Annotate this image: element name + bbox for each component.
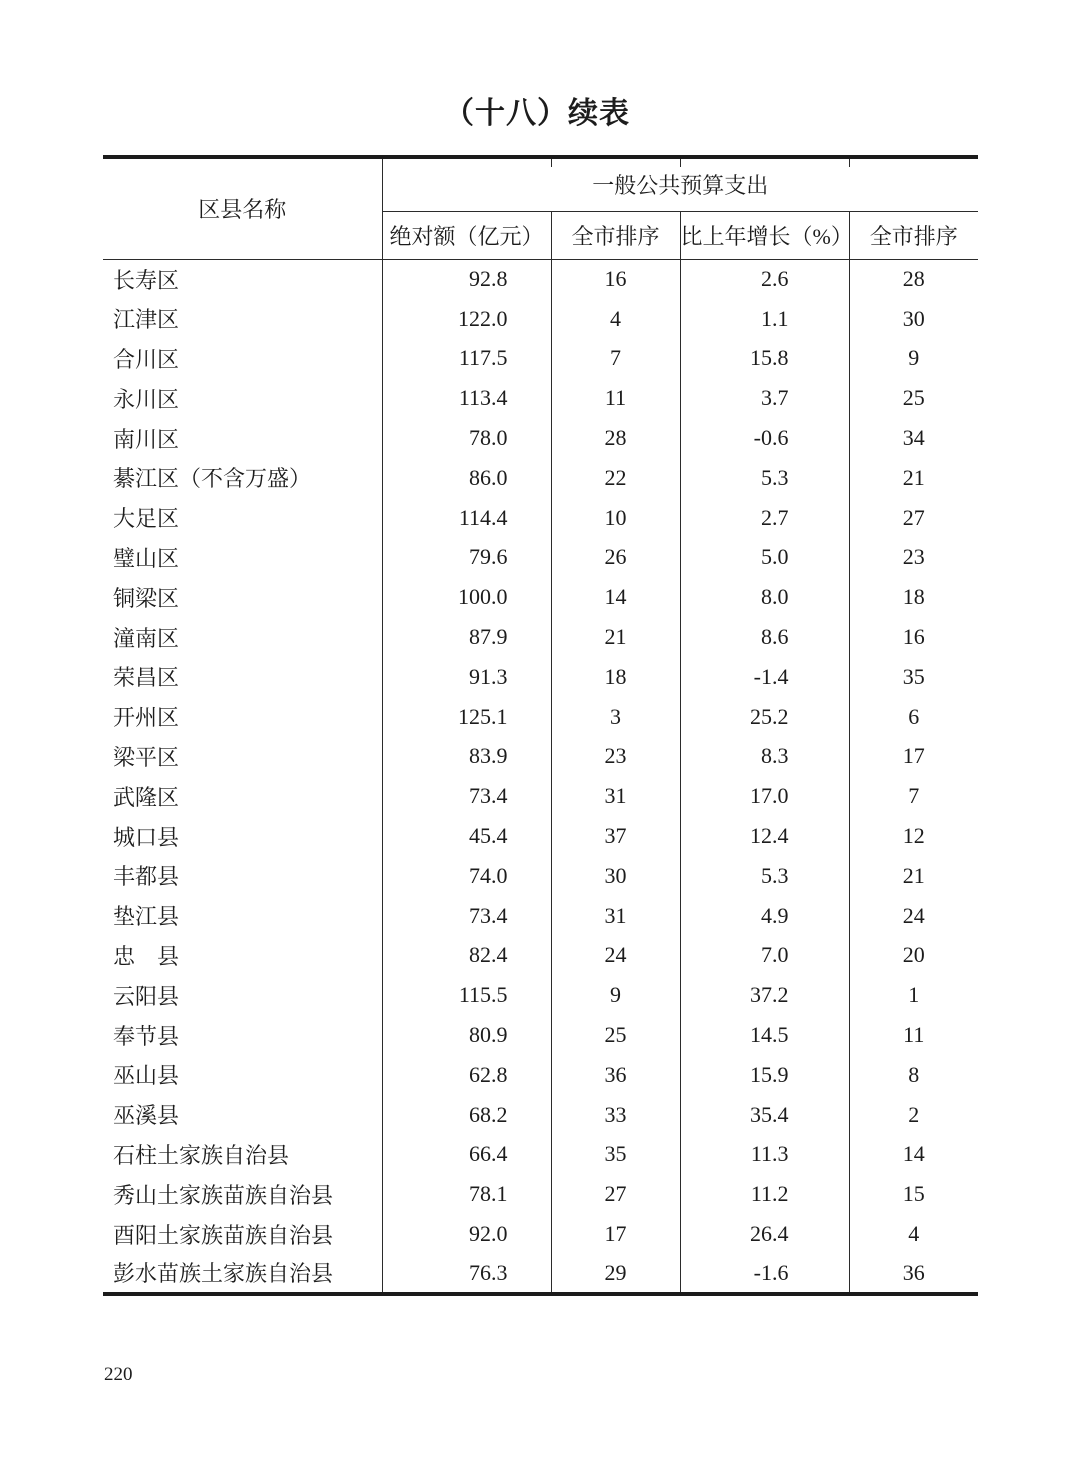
absolute-amount-cell: 79.6	[382, 538, 551, 578]
growth-rate-cell: 8.0	[680, 577, 849, 617]
district-name-cell: 合川区	[103, 339, 382, 379]
city-rank-cell: 14	[902, 1141, 925, 1167]
header-city-rank-1: 全市排序	[551, 211, 680, 259]
city-rank-cell: 27	[551, 1174, 680, 1214]
city-rank-cell: 2	[908, 1101, 920, 1127]
table-row	[103, 418, 978, 458]
city-rank-cell: 35	[551, 1135, 680, 1175]
district-name-cell: 城口县	[103, 816, 382, 856]
absolute-amount-cell: 122.0	[382, 299, 551, 339]
table-body	[103, 259, 978, 1294]
absolute-amount-cell: 100.0	[382, 577, 551, 617]
absolute-amount-cell: 66.4	[382, 1135, 551, 1175]
growth-rate-cell: 4.9	[680, 896, 849, 936]
growth-rate-cell: 11.2	[680, 1174, 849, 1214]
district-name-cell: 永川区	[103, 378, 382, 418]
absolute-amount-cell: 91.3	[382, 657, 551, 697]
city-rank-cell: 31	[551, 776, 680, 816]
city-rank-cell: 21	[902, 464, 925, 490]
table-row	[103, 1254, 978, 1294]
absolute-amount-cell: 83.9	[382, 737, 551, 777]
city-rank-cell: 29	[551, 1254, 680, 1294]
city-rank-cell: 4	[551, 299, 680, 339]
table-row	[103, 936, 978, 976]
district-name-cell: 南川区	[103, 418, 382, 458]
header-absolute-amount: 绝对额（亿元）	[382, 211, 551, 259]
header-growth-rate: 比上年增长（%）	[680, 211, 849, 259]
city-rank-cell: 7	[551, 339, 680, 379]
growth-rate-cell: -1.6	[680, 1254, 849, 1294]
city-rank-cell: 23	[551, 737, 680, 777]
absolute-amount-cell: 78.0	[382, 418, 551, 458]
city-rank-cell: 33	[551, 1095, 680, 1135]
table-row	[103, 1055, 978, 1095]
city-rank-cell: 25	[902, 385, 925, 411]
city-rank-cell: 30	[902, 305, 925, 331]
absolute-amount-cell: 92.0	[382, 1214, 551, 1254]
absolute-amount-cell: 82.4	[382, 936, 551, 976]
table-row	[103, 339, 978, 379]
growth-rate-cell: -0.6	[680, 418, 849, 458]
growth-rate-cell: 37.2	[680, 975, 849, 1015]
absolute-amount-cell: 80.9	[382, 1015, 551, 1055]
header-district-name: 区县名称	[103, 157, 382, 259]
table-row	[103, 498, 978, 538]
growth-rate-cell: 12.4	[680, 816, 849, 856]
city-rank-cell: 12	[902, 823, 925, 849]
table-row	[103, 1174, 978, 1214]
table-row	[103, 657, 978, 697]
column-divider-stub	[849, 159, 850, 167]
city-rank-cell: 31	[551, 896, 680, 936]
growth-rate-cell: 5.3	[680, 458, 849, 498]
growth-rate-cell: 15.8	[680, 339, 849, 379]
growth-rate-cell: 5.0	[680, 538, 849, 578]
city-rank-cell: 6	[908, 703, 920, 729]
district-name-cell: 巫山县	[103, 1055, 382, 1095]
city-rank-cell: 21	[902, 862, 925, 888]
absolute-amount-cell: 74.0	[382, 856, 551, 896]
growth-rate-cell: 25.2	[680, 697, 849, 737]
absolute-amount-cell: 115.5	[382, 975, 551, 1015]
city-rank-cell: 36	[902, 1259, 925, 1285]
city-rank-cell: 3	[551, 697, 680, 737]
city-rank-cell: 15	[902, 1181, 925, 1207]
growth-rate-cell: 26.4	[680, 1214, 849, 1254]
city-rank-cell: 4	[908, 1221, 920, 1247]
city-rank-cell: 10	[551, 498, 680, 538]
district-name-cell: 江津区	[103, 299, 382, 339]
district-name-cell: 奉节县	[103, 1015, 382, 1055]
district-name-cell: 秀山土家族苗族自治县	[103, 1174, 382, 1214]
district-name-cell: 綦江区（不含万盛）	[103, 458, 382, 498]
absolute-amount-cell: 125.1	[382, 697, 551, 737]
page-number: 220	[104, 1364, 133, 1385]
district-name-cell: 云阳县	[103, 975, 382, 1015]
district-name-cell: 巫溪县	[103, 1095, 382, 1135]
absolute-amount-cell: 87.9	[382, 617, 551, 657]
table-row	[103, 816, 978, 856]
city-rank-cell: 18	[902, 584, 925, 610]
table-row	[103, 259, 978, 299]
table-row	[103, 1214, 978, 1254]
city-rank-cell: 11	[903, 1022, 925, 1048]
city-rank-cell: 16	[902, 624, 925, 650]
city-rank-cell: 25	[551, 1015, 680, 1055]
absolute-amount-cell: 113.4	[382, 378, 551, 418]
city-rank-cell: 17	[551, 1214, 680, 1254]
absolute-amount-cell: 73.4	[382, 776, 551, 816]
city-rank-cell: 22	[551, 458, 680, 498]
header-row-group	[103, 157, 978, 211]
column-divider-stub	[551, 159, 552, 167]
table-row	[103, 538, 978, 578]
district-name-cell: 梁平区	[103, 737, 382, 777]
district-name-cell: 铜梁区	[103, 577, 382, 617]
table-header	[103, 157, 978, 259]
district-name-cell: 石柱土家族自治县	[103, 1135, 382, 1175]
district-name-cell: 武隆区	[103, 776, 382, 816]
city-rank-cell: 9	[908, 345, 920, 371]
growth-rate-cell: 17.0	[680, 776, 849, 816]
table-row	[103, 697, 978, 737]
district-name-cell: 垫江县	[103, 896, 382, 936]
absolute-amount-cell: 117.5	[382, 339, 551, 379]
table-row	[103, 1095, 978, 1135]
growth-rate-cell: 2.7	[680, 498, 849, 538]
city-rank-cell: 35	[902, 663, 925, 689]
city-rank-cell: 17	[902, 743, 925, 769]
absolute-amount-cell: 86.0	[382, 458, 551, 498]
column-divider-stub	[680, 159, 681, 167]
city-rank-cell: 23	[902, 544, 925, 570]
growth-rate-cell: 1.1	[680, 299, 849, 339]
city-rank-cell: 18	[551, 657, 680, 697]
city-rank-cell: 16	[551, 259, 680, 299]
absolute-amount-cell: 92.8	[382, 259, 551, 299]
growth-rate-cell: 35.4	[680, 1095, 849, 1135]
table-row	[103, 617, 978, 657]
table-row	[103, 776, 978, 816]
district-name-cell: 荣昌区	[103, 657, 382, 697]
table-row	[103, 1135, 978, 1175]
budget-table-wrap	[103, 155, 978, 1296]
district-name-cell: 酉阳土家族苗族自治县	[103, 1214, 382, 1254]
city-rank-cell: 28	[551, 418, 680, 458]
city-rank-cell: 8	[908, 1061, 920, 1087]
table-row	[103, 577, 978, 617]
table-row	[103, 378, 978, 418]
district-name-cell: 开州区	[103, 697, 382, 737]
city-rank-cell: 14	[551, 577, 680, 617]
growth-rate-cell: 8.6	[680, 617, 849, 657]
growth-rate-cell: 14.5	[680, 1015, 849, 1055]
page-title: （十八）续表	[444, 97, 630, 130]
city-rank-cell: 24	[902, 902, 925, 928]
header-group-budget-expenditure: 一般公共预算支出	[382, 157, 978, 211]
absolute-amount-cell: 62.8	[382, 1055, 551, 1095]
district-name-cell: 璧山区	[103, 538, 382, 578]
city-rank-cell: 37	[551, 816, 680, 856]
city-rank-cell: 27	[902, 504, 925, 530]
table-row	[103, 458, 978, 498]
growth-rate-cell: 8.3	[680, 737, 849, 777]
growth-rate-cell: 15.9	[680, 1055, 849, 1095]
absolute-amount-cell: 68.2	[382, 1095, 551, 1135]
city-rank-cell: 28	[902, 266, 925, 292]
growth-rate-cell: -1.4	[680, 657, 849, 697]
city-rank-cell: 36	[551, 1055, 680, 1095]
table-row	[103, 737, 978, 777]
district-name-cell: 彭水苗族土家族自治县	[103, 1254, 382, 1294]
table-row	[103, 896, 978, 936]
district-name-cell: 忠 县	[103, 936, 382, 976]
table-row	[103, 856, 978, 896]
district-name-cell: 大足区	[103, 498, 382, 538]
header-city-rank-2: 全市排序	[849, 211, 978, 259]
absolute-amount-cell: 76.3	[382, 1254, 551, 1294]
growth-rate-cell: 11.3	[680, 1135, 849, 1175]
table-row	[103, 299, 978, 339]
table-row	[103, 975, 978, 1015]
city-rank-cell: 7	[908, 783, 920, 809]
city-rank-cell: 26	[551, 538, 680, 578]
growth-rate-cell: 3.7	[680, 378, 849, 418]
budget-expenditure-table	[103, 155, 978, 1296]
absolute-amount-cell: 78.1	[382, 1174, 551, 1214]
district-name-cell: 潼南区	[103, 617, 382, 657]
city-rank-cell: 21	[551, 617, 680, 657]
city-rank-cell: 24	[551, 936, 680, 976]
city-rank-cell: 34	[902, 425, 925, 451]
district-name-cell: 丰都县	[103, 856, 382, 896]
growth-rate-cell: 2.6	[680, 259, 849, 299]
growth-rate-cell: 5.3	[680, 856, 849, 896]
absolute-amount-cell: 45.4	[382, 816, 551, 856]
city-rank-cell: 9	[551, 975, 680, 1015]
city-rank-cell: 11	[551, 378, 680, 418]
growth-rate-cell: 7.0	[680, 936, 849, 976]
city-rank-cell: 20	[902, 942, 925, 968]
absolute-amount-cell: 114.4	[382, 498, 551, 538]
city-rank-cell: 1	[908, 982, 920, 1008]
table-row	[103, 1015, 978, 1055]
district-name-cell: 长寿区	[103, 259, 382, 299]
absolute-amount-cell: 73.4	[382, 896, 551, 936]
city-rank-cell: 30	[551, 856, 680, 896]
